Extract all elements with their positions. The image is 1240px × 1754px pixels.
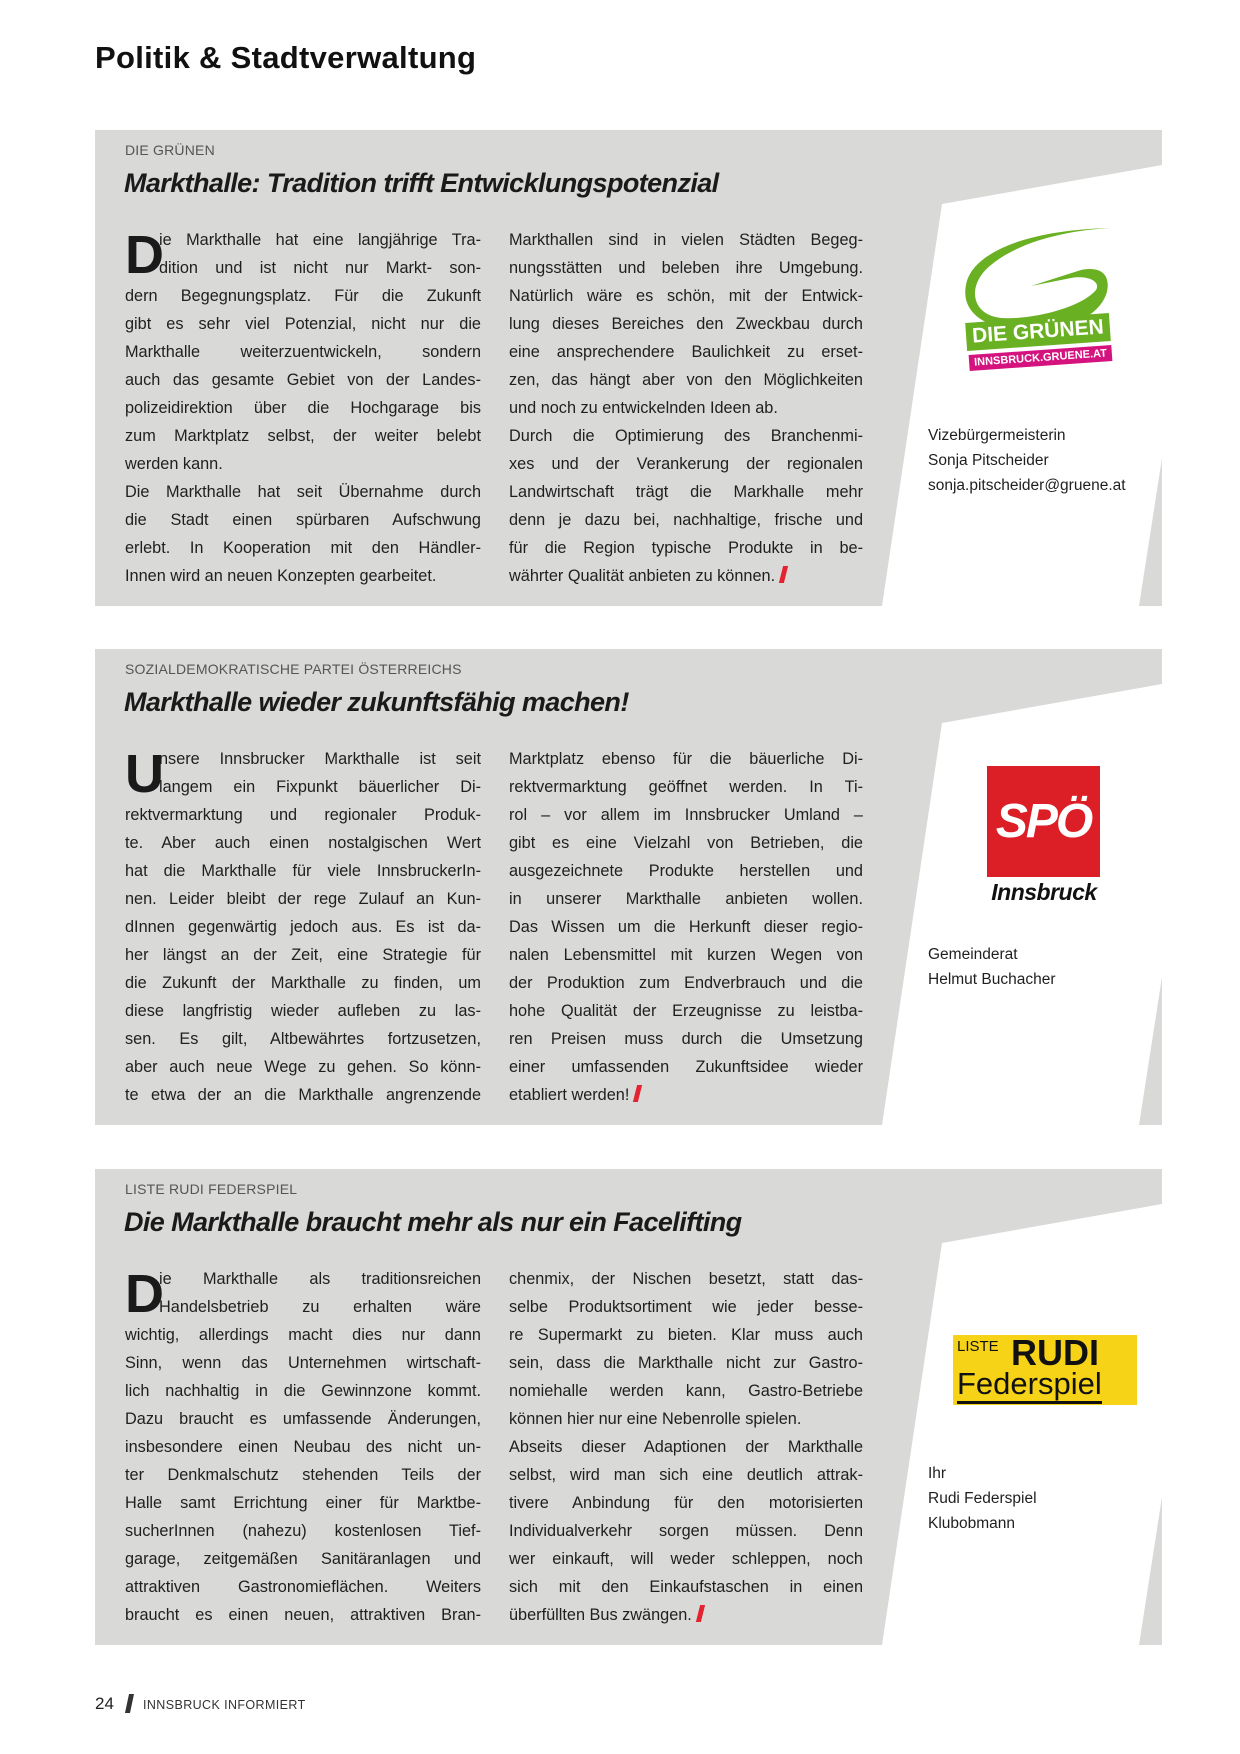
article-box <box>95 649 1162 1125</box>
contact-line: Klubobmann <box>928 1515 1016 1532</box>
article-box <box>95 130 1162 606</box>
text-line: hohe Qualität der Erzeugnisse zu leistba- <box>509 1002 863 1020</box>
rudi-logo <box>953 1332 1137 1405</box>
rudi-logo-prefix: LISTE <box>957 1338 999 1355</box>
text-line: etabliert werden! <box>509 1081 863 1109</box>
text-line: sich mit den Einkaufstaschen in einen <box>509 1578 863 1596</box>
article-headline: Markthalle: Tradition trifft Entwicklungspotenzial <box>124 168 719 198</box>
text-line: her längst an der Zeit, eine Strategie für <box>125 946 481 964</box>
contact-line: Ihr <box>928 1465 947 1482</box>
end-mark-icon <box>633 1085 642 1102</box>
text-column <box>509 745 863 1109</box>
text-line: werden kann. <box>125 455 223 473</box>
text-line: zum Marktplatz selbst, der weiter belebt <box>125 427 481 445</box>
text-line: diese langfristig wieder aufleben zu las- <box>125 1002 481 1020</box>
text-line: selbe Produktsortiment wie jeder besse- <box>509 1298 863 1316</box>
page-title: Politik & Stadtverwaltung <box>95 40 477 75</box>
text-line: aber auch neue Wege zu gehen. So könn- <box>125 1058 481 1076</box>
text-line: ausgezeichnete Produkte herstellen und <box>509 862 863 880</box>
text-line: eine ansprechendere Baulichkeit zu erset- <box>509 343 863 361</box>
text-line: re Supermarkt zu bieten. Klar muss auch <box>509 1326 863 1344</box>
text-line: gibt es sehr viel Potenzial, nicht nur die <box>125 315 481 333</box>
text-line: te. Aber auch einen nostalgischen Wert <box>125 834 481 852</box>
gruene-logo-url: INNSBRUCK.GRUENE.AT <box>969 345 1113 371</box>
text-line: attraktiven Gastronomieflächen. Weiters <box>125 1578 481 1596</box>
text-line: tivere Anbindung für den motorisierten <box>509 1494 863 1512</box>
contact-info <box>928 423 1126 498</box>
paragraph <box>509 1433 863 1629</box>
text-line: erlebt. In Kooperation mit den Händler- <box>125 539 481 557</box>
text-line: die Stadt einen spürbaren Aufschwung <box>125 511 481 529</box>
text-line: rol – vor allem im Innsbrucker Umland – <box>509 806 863 824</box>
text-column <box>125 745 481 1109</box>
text-line: garage, zeitgemäßen Sanitäranlagen und <box>125 1550 481 1568</box>
text-line: xes und der Verankerung der regionalen <box>509 455 863 473</box>
drop-cap: D <box>125 1264 164 1324</box>
text-line: wer einkauft, will weder schleppen, noch <box>509 1550 863 1568</box>
drop-cap: D <box>125 225 164 285</box>
slash-divider <box>125 1694 134 1713</box>
text-column <box>509 226 863 590</box>
rudi-logo-sub: Federspiel <box>957 1367 1102 1404</box>
text-line: hat die Markthalle für viele InnsbruckerIn- <box>125 862 481 880</box>
paragraph <box>125 745 481 1109</box>
text-line: Die Markthalle hat seit Übernahme durch <box>125 483 481 501</box>
text-line: nen. Leider bleibt der rege Zulauf an Kun- <box>125 890 481 908</box>
end-mark-icon <box>779 566 788 583</box>
text-line: der Produktion zum Endverbrauch und die <box>509 974 863 992</box>
text-line: nsere Innsbrucker Markthalle ist seit <box>159 750 481 768</box>
gruene-logo-name: DIE GRÜNEN <box>965 313 1110 351</box>
text-line: Das Wissen um die Herkunft dieser regio- <box>509 918 863 936</box>
text-line: Sinn, wenn das Unternehmen wirtschaft- <box>125 1354 481 1372</box>
contact-line: Sonja Pitscheider <box>928 452 1049 469</box>
text-line: Marktplatz ebenso für die bäuerliche Di- <box>509 750 863 768</box>
party-label: DIE GRÜNEN <box>125 142 215 158</box>
text-line: und noch zu entwickelnden Ideen ab. <box>509 399 778 417</box>
drop-cap: U <box>125 744 164 804</box>
text-line: dition und ist nicht nur Markt- son- <box>159 259 481 277</box>
article-headline: Markthalle wieder zukunftsfähig machen! <box>124 687 629 717</box>
paragraph <box>509 1265 863 1433</box>
party-label: SOZIALDEMOKRATISCHE PARTEI ÖSTERREICHS <box>125 661 462 677</box>
text-line: lich nachhaltig in die Gewinnzone kommt. <box>125 1382 481 1400</box>
text-line: nungsstätten und beleben ihre Umgebung. <box>509 259 863 277</box>
text-line: die Zukunft der Markthalle zu finden, um <box>125 974 481 992</box>
text-line: sucherInnen (nahezu) kostenlosen Tief- <box>125 1522 481 1540</box>
paragraph <box>125 1265 481 1629</box>
contact-info <box>928 942 1056 992</box>
text-line: polizeidirektion über die Hochgarage bis <box>125 399 481 417</box>
text-line: Abseits dieser Adaptionen der Markthalle <box>509 1438 863 1456</box>
spoe-logo-box: SPÖ <box>987 766 1100 877</box>
text-line: gibt es eine Vielzahl von Betrieben, die <box>509 834 863 852</box>
rudi-logo-name: RUDI <box>1011 1332 1099 1373</box>
text-column <box>125 1265 481 1629</box>
text-line: Markthallen sind in vielen Städten Begeg- <box>509 231 863 249</box>
text-line: Landwirtschaft trägt die Markhalle mehr <box>509 483 863 501</box>
text-line: ren Preisen muss durch die Umsetzung <box>509 1030 863 1048</box>
end-mark-icon <box>696 1605 705 1622</box>
text-line: insbesondere einen Neubau des nicht un- <box>125 1438 481 1456</box>
text-line: denn je dazu bei, nachhaltige, frische und <box>509 511 863 529</box>
text-line: ie Markthalle hat eine langjährige Tra- <box>159 231 481 249</box>
text-line: können hier nur eine Nebenrolle spielen. <box>509 1410 802 1428</box>
text-line: dInnen gegenwärtig jedoch aus. Es ist da- <box>125 918 481 936</box>
text-line: währter Qualität anbieten zu können. <box>509 562 863 590</box>
publication-name: INNSBRUCK INFORMIERT <box>143 1698 306 1712</box>
contact-line: Gemeinderat <box>928 946 1018 963</box>
text-line: Halle samt Errichtung einer für Marktbe- <box>125 1494 481 1512</box>
text-line: chenmix, der Nischen besetzt, statt das- <box>509 1270 863 1288</box>
contact-line: Helmut Buchacher <box>928 971 1056 988</box>
article-box <box>95 1169 1162 1645</box>
text-line: ter Denkmalschutz stehenden Teils der <box>125 1466 481 1484</box>
text-line: wichtig, allerdings macht dies nur dann <box>125 1326 481 1344</box>
text-line: Durch die Optimierung des Branchenmi- <box>509 427 863 445</box>
text-line: nalen Lebensmittel mit kurzen Wegen von <box>509 946 863 964</box>
paragraph <box>125 226 481 478</box>
text-line: auch das gesamte Gebiet von der Landes- <box>125 371 481 389</box>
text-line: Natürlich wäre es schön, mit der Entwick- <box>509 287 863 305</box>
text-line: langem ein Fixpunkt bäuerlicher Di- <box>159 778 481 796</box>
text-line: sen. Es gilt, Altbewährtes fortzusetzen, <box>125 1030 481 1048</box>
text-column <box>509 1265 863 1629</box>
text-line: sein, dass die Markthalle nicht zur Gastro- <box>509 1354 863 1372</box>
paragraph <box>125 478 481 590</box>
paragraph <box>509 422 863 590</box>
spoe-logo-city: Innsbruck <box>991 879 1097 905</box>
text-line: in unserer Markthalle anbieten wollen. <box>509 890 863 908</box>
text-column <box>125 226 481 590</box>
text-line: te etwa der an die Markthalle angrenzende <box>125 1086 481 1104</box>
paragraph <box>509 226 863 422</box>
contact-line: Rudi Federspiel <box>928 1490 1037 1507</box>
paragraph <box>509 745 863 1109</box>
text-line: einer umfassenden Zukunftsidee wieder <box>509 1058 863 1076</box>
gruene-logo <box>961 220 1121 385</box>
page-number: 24 <box>95 1694 114 1713</box>
text-line: zen, das hängt aber von den Möglichkeiten <box>509 371 863 389</box>
text-line: für die Region typische Produkte in be- <box>509 539 863 557</box>
text-line: Innen wird an neuen Konzepten gearbeitet. <box>125 567 437 585</box>
text-line: rektvermarktung und regionaler Produk- <box>125 806 481 824</box>
text-line: braucht es einen neuen, attraktiven Bran- <box>125 1606 481 1624</box>
text-line: Dazu braucht es umfassende Änderungen, <box>125 1410 481 1428</box>
text-line: selbst, wird man sich eine deutlich attrak- <box>509 1466 863 1484</box>
text-line: nomiehalle werden kann, Gastro-Betriebe <box>509 1382 863 1400</box>
article-headline: Die Markthalle braucht mehr als nur ein Facelifting <box>124 1207 742 1237</box>
text-line: rektvermarktung geöffnet werden. In Ti- <box>509 778 863 796</box>
text-line: Handelsbetrieb zu erhalten wäre <box>159 1298 481 1316</box>
text-line: lung dieses Bereiches den Zweckbau durch <box>509 315 863 333</box>
text-line: Individualverkehr sorgen müssen. Denn <box>509 1522 863 1540</box>
text-line: Markthalle weiterzuentwickeln, sondern <box>125 343 481 361</box>
text-line: überfüllten Bus zwängen. <box>509 1601 863 1629</box>
party-label: LISTE RUDI FEDERSPIEL <box>125 1181 298 1197</box>
text-line: dern Begegnungsplatz. Für die Zukunft <box>125 287 481 305</box>
contact-info <box>928 1461 1037 1536</box>
contact-line: Vizebürgermeisterin <box>928 427 1066 444</box>
text-line: ie Markthalle als traditionsreichen <box>159 1270 481 1288</box>
contact-line: sonja.pitscheider@gruene.at <box>928 477 1126 494</box>
spoe-logo <box>987 766 1101 906</box>
